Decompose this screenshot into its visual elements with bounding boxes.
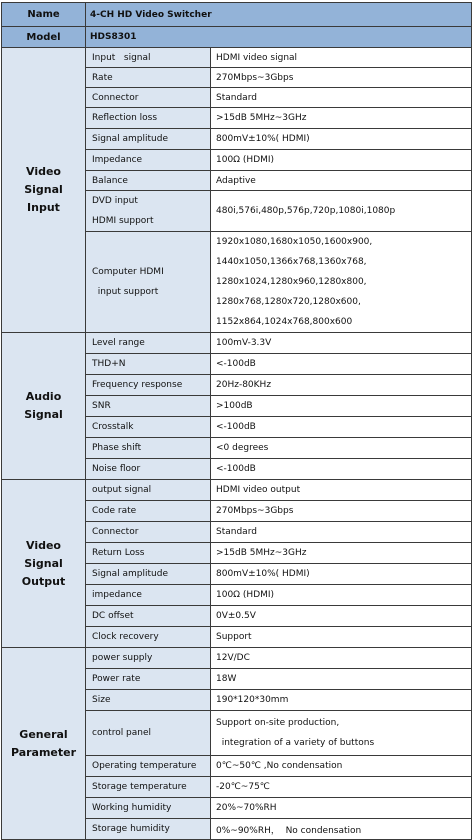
param-name bbox=[86, 171, 211, 191]
param-value-line: integration of a variety of buttons bbox=[216, 738, 375, 748]
param-value-line: <-100dB bbox=[216, 422, 256, 432]
param-value bbox=[211, 150, 472, 171]
param-name bbox=[86, 375, 211, 396]
param-value-line: 1152x864,1024x768,800x600 bbox=[216, 317, 353, 327]
param-name bbox=[86, 543, 211, 564]
param-value bbox=[211, 711, 472, 756]
param-name-line: Computer HDMI bbox=[92, 267, 164, 277]
model-label: Model bbox=[2, 27, 86, 48]
param-value bbox=[211, 669, 472, 690]
group-title-line: Signal bbox=[24, 183, 63, 196]
param-value-line: Standard bbox=[216, 92, 257, 103]
param-name-line: Storage temperature bbox=[92, 782, 187, 792]
param-value bbox=[211, 606, 472, 627]
param-name-line: Connector bbox=[92, 92, 139, 103]
param-value-line: HDMI video output bbox=[216, 485, 301, 495]
param-value bbox=[211, 459, 472, 480]
param-name-line: HDMI support bbox=[92, 216, 154, 226]
param-name bbox=[86, 522, 211, 543]
param-name bbox=[86, 333, 211, 354]
param-name bbox=[86, 606, 211, 627]
spec-row bbox=[2, 648, 472, 669]
param-name-line: Level range bbox=[92, 338, 145, 348]
param-value-line: 1280x768,1280x720,1280x600, bbox=[216, 297, 361, 307]
param-name-line: Reflection loss bbox=[92, 113, 158, 123]
param-value bbox=[211, 501, 472, 522]
param-value-line: 0V±0.5V bbox=[216, 611, 256, 621]
param-value-line: Support on-site production, bbox=[216, 718, 340, 728]
param-value-line: 18W bbox=[216, 674, 237, 684]
group-title bbox=[2, 648, 86, 840]
param-value-line: 12V/DC bbox=[216, 653, 250, 663]
param-name-line: Return Loss bbox=[92, 548, 145, 558]
param-value bbox=[211, 522, 472, 543]
param-name-line: Clock recovery bbox=[92, 632, 159, 642]
param-name-line: DVD input bbox=[92, 196, 138, 206]
param-value-line: 1280x1024,1280x960,1280x800, bbox=[216, 277, 367, 287]
param-name-line: output signal bbox=[92, 485, 152, 495]
group-title-line: Parameter bbox=[10, 745, 77, 759]
param-value-line: 0%~90%RH， No condensation bbox=[216, 825, 362, 836]
param-value-line: 20Hz-80KHz bbox=[216, 380, 272, 390]
param-value-line: 1920x1080,1680x1050,1600x900, bbox=[216, 237, 373, 247]
spec-row bbox=[2, 333, 472, 354]
param-value-line: -20℃~75℃ bbox=[216, 782, 270, 792]
param-value-line: 480i,576i,480p,576p,720p,1080i,1080p bbox=[216, 206, 396, 216]
param-name bbox=[86, 232, 211, 333]
param-value-line: <0 degrees bbox=[216, 443, 269, 453]
param-name bbox=[86, 191, 211, 232]
param-value bbox=[211, 438, 472, 459]
param-name bbox=[86, 585, 211, 606]
param-value-line: 190*120*30mm bbox=[216, 695, 289, 705]
param-name bbox=[86, 48, 211, 68]
param-name bbox=[86, 690, 211, 711]
param-name bbox=[86, 68, 211, 88]
param-name-line: THD+N bbox=[92, 359, 126, 369]
param-value bbox=[211, 585, 472, 606]
model-number: HDS8301 bbox=[86, 27, 472, 48]
param-value-line: Adaptive bbox=[216, 175, 256, 186]
param-name bbox=[86, 501, 211, 522]
param-name bbox=[86, 819, 211, 840]
group-title-line: Video bbox=[26, 538, 61, 552]
param-name bbox=[86, 648, 211, 669]
spec-table-body bbox=[2, 3, 472, 840]
param-name-line: Storage humidity bbox=[92, 824, 170, 834]
param-name bbox=[86, 354, 211, 375]
group-title-line: Signal bbox=[24, 556, 63, 570]
param-name bbox=[86, 669, 211, 690]
param-value bbox=[211, 480, 472, 501]
param-name-line: control panel bbox=[92, 728, 152, 738]
param-name-line: Balance bbox=[92, 175, 128, 186]
group-title-line: General bbox=[19, 727, 68, 741]
param-name-line: power supply bbox=[92, 653, 153, 663]
model-row bbox=[2, 27, 472, 48]
param-value-line: >15dB 5MHz~3GHz bbox=[216, 548, 307, 558]
param-value bbox=[211, 627, 472, 648]
param-value-line: 100Ω (HDMI) bbox=[216, 590, 275, 600]
param-value-line: <-100dB bbox=[216, 359, 256, 369]
param-name-line: Power rate bbox=[92, 674, 141, 684]
group-title-line: Signal bbox=[24, 408, 63, 421]
group-title bbox=[2, 480, 86, 648]
param-value-line: 0℃~50℃ ,No condensation bbox=[216, 761, 343, 771]
param-name bbox=[86, 711, 211, 756]
param-name-line: input support bbox=[92, 287, 159, 297]
param-name-line: Rate bbox=[92, 72, 113, 83]
param-value-line: 270Mbps~3Gbps bbox=[216, 72, 294, 83]
param-name bbox=[86, 88, 211, 108]
param-value bbox=[211, 333, 472, 354]
param-value bbox=[211, 798, 472, 819]
param-value bbox=[211, 68, 472, 88]
param-name bbox=[86, 756, 211, 777]
param-value bbox=[211, 88, 472, 108]
param-value-line: 20%~70%RH bbox=[216, 803, 277, 813]
param-name-line: Frequency response bbox=[92, 380, 183, 390]
param-value-line: 270Mbps~3Gbps bbox=[216, 506, 294, 516]
param-name bbox=[86, 417, 211, 438]
param-name-line: SNR bbox=[92, 401, 111, 411]
param-name bbox=[86, 480, 211, 501]
param-value bbox=[211, 108, 472, 129]
param-value-line: 800mV±10%( HDMI) bbox=[216, 134, 310, 144]
param-name-line: Input signal bbox=[92, 52, 151, 63]
param-value bbox=[211, 171, 472, 191]
param-name-line: Signal amplitude bbox=[92, 134, 168, 144]
param-name-line: Phase shift bbox=[92, 443, 142, 453]
group-title-line: Output bbox=[21, 574, 66, 588]
param-name-line: Connector bbox=[92, 527, 139, 537]
spec-row bbox=[2, 480, 472, 501]
group-title bbox=[2, 333, 86, 480]
param-value bbox=[211, 648, 472, 669]
product-name: 4-CH HD Video Switcher bbox=[86, 3, 472, 27]
param-name-line: DC offset bbox=[92, 611, 134, 621]
param-name-line: Signal amplitude bbox=[92, 569, 168, 579]
group-title-line: Input bbox=[27, 201, 60, 214]
param-value-line: 100Ω (HDMI) bbox=[216, 155, 275, 165]
param-name bbox=[86, 438, 211, 459]
param-name-line: Impedance bbox=[92, 155, 143, 165]
param-name bbox=[86, 459, 211, 480]
param-value bbox=[211, 543, 472, 564]
param-name bbox=[86, 627, 211, 648]
param-name-line: Working humidity bbox=[92, 803, 172, 813]
param-value bbox=[211, 129, 472, 150]
param-name-line: Crosstalk bbox=[92, 422, 134, 432]
param-value-line: <-100dB bbox=[216, 464, 256, 474]
param-name-line: Code rate bbox=[92, 506, 137, 516]
param-value bbox=[211, 777, 472, 798]
param-value bbox=[211, 564, 472, 585]
name-row bbox=[2, 3, 472, 27]
param-name-line: Size bbox=[92, 695, 111, 705]
param-value bbox=[211, 48, 472, 68]
group-title-line: Audio bbox=[25, 390, 62, 403]
param-value bbox=[211, 690, 472, 711]
param-name bbox=[86, 777, 211, 798]
param-value bbox=[211, 396, 472, 417]
name-label: Name bbox=[2, 3, 86, 27]
param-value bbox=[211, 417, 472, 438]
param-name bbox=[86, 150, 211, 171]
param-value bbox=[211, 819, 472, 840]
param-name-line: impedance bbox=[92, 590, 142, 600]
param-value-line: Support bbox=[216, 632, 252, 642]
param-value bbox=[211, 756, 472, 777]
param-name-line: Noise floor bbox=[92, 464, 141, 474]
spec-row bbox=[2, 48, 472, 68]
param-value-line: >15dB 5MHz~3GHz bbox=[216, 113, 307, 123]
param-name bbox=[86, 798, 211, 819]
param-name bbox=[86, 129, 211, 150]
param-name bbox=[86, 396, 211, 417]
param-value-line: 800mV±10%( HDMI) bbox=[216, 569, 310, 579]
param-name bbox=[86, 564, 211, 585]
group-title bbox=[2, 48, 86, 333]
param-value bbox=[211, 354, 472, 375]
param-value bbox=[211, 191, 472, 232]
param-name-line: Operating temperature bbox=[92, 761, 197, 771]
param-name bbox=[86, 108, 211, 129]
param-value-line: 1440x1050,1366x768,1360x768, bbox=[216, 257, 367, 267]
param-value-line: HDMI video signal bbox=[216, 52, 298, 63]
param-value-line: Standard bbox=[216, 527, 257, 537]
spec-table bbox=[1, 2, 472, 840]
param-value bbox=[211, 232, 472, 333]
param-value-line: >100dB bbox=[216, 401, 253, 411]
param-value bbox=[211, 375, 472, 396]
group-title-line: Video bbox=[26, 165, 61, 178]
param-value-line: 100mV-3.3V bbox=[216, 338, 272, 348]
